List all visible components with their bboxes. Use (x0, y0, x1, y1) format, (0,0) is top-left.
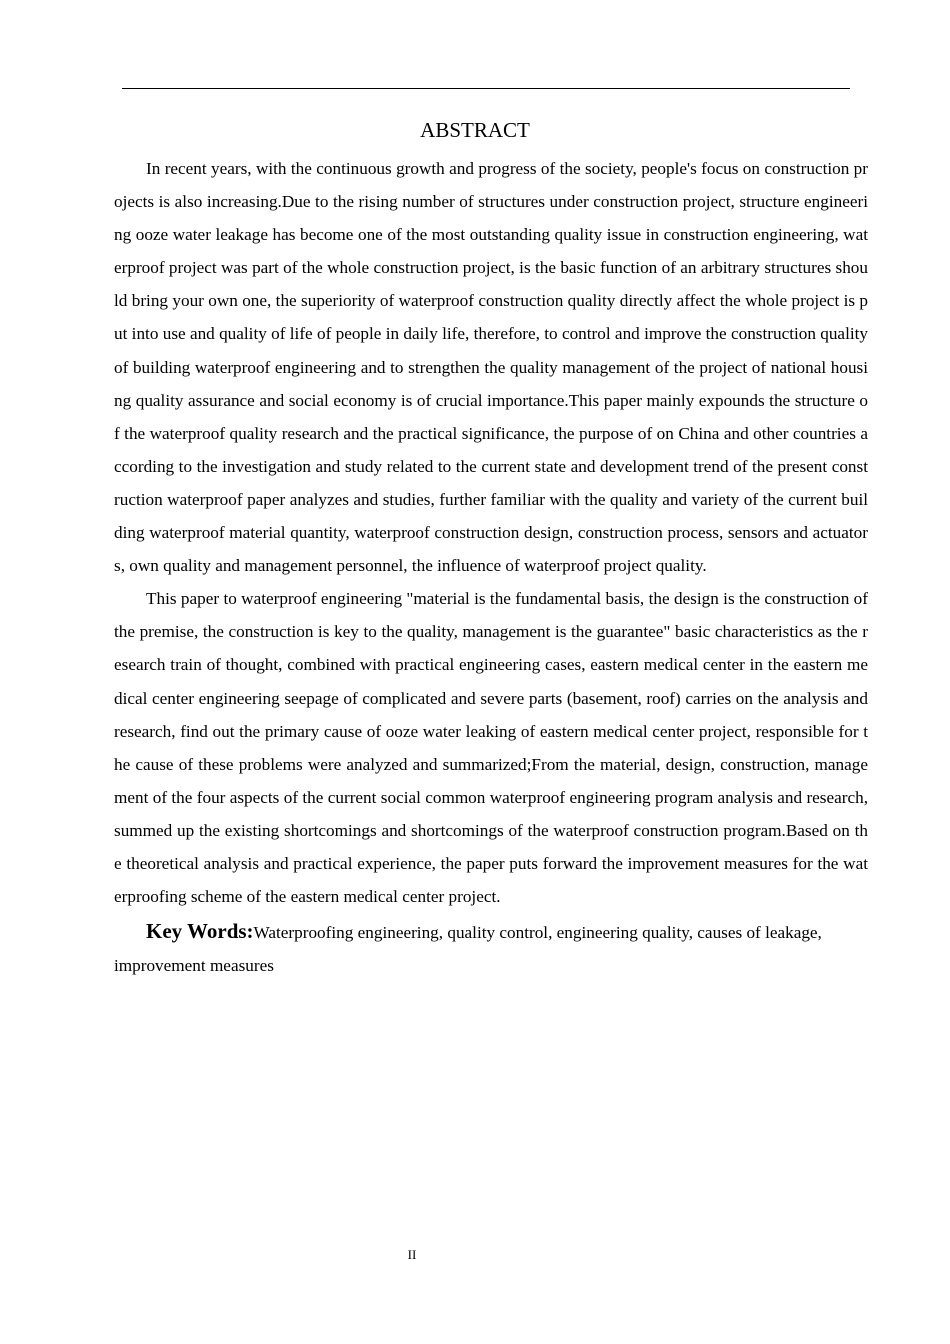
abstract-title: ABSTRACT (420, 118, 530, 142)
keywords-text: Waterproofing engineering, quality control, engineering quality, causes of leakage, improvement measures (114, 923, 822, 976)
page-number: II (407, 1247, 417, 1262)
abstract-body (114, 152, 868, 982)
header-rule (122, 88, 850, 89)
abstract-paragraph-1: In recent years, with the continuous growth and progress of the society, people's focus on construction projects is also increasing.Due to the rising number of structures under construction project, structure engineering ooze water leakage has become one of the most outstanding quality issue in construction engineering, waterproof project was part of the whole construction project, is the basic function of an arbitrary structures should bring your own one, the superiority of waterproof construction quality directly affect the whole project is put into use and quality of life of people in daily life, therefore, to control and improve the construction quality of building waterproof engineering and to strengthen the quality management of the project of national housing quality assurance and social economy is of crucial importance.This paper mainly expounds the structure of the waterproof quality research and the practical significance, the purpose of on China and other countries according to the investigation and study related to the current state and development trend of the present construction waterproof paper analyzes and studies, further familiar with the quality and variety of the current building waterproof material quantity, waterproof construction design, construction process, sensors and actuators, own quality and management personnel, the influence of waterproof project quality. (114, 159, 868, 576)
keywords-label: Key Words: (146, 919, 254, 944)
keywords-line (114, 915, 868, 982)
abstract-paragraph-2: This paper to waterproof engineering "material is the fundamental basis, the design is the construction of the premise, the construction is key to the quality, management is the guarantee" basic characteristics as the research train of thought, combined with practical engineering cases, eastern medical center in the eastern medical center engineering seepage of complicated and severe parts (basement, roof) carries on the analysis and research, find out the primary cause of ooze water leaking of eastern medical center project, responsible for the cause of these problems were analyzed and summarized;From the material, design, construction, management of the four aspects of the current social common waterproof engineering program analysis and research, summed up the existing shortcomings and shortcomings of the waterproof construction program.Based on the theoretical analysis and practical experience, the paper puts forward the improvement measures for the waterproofing scheme of the eastern medical center project. (114, 589, 868, 907)
